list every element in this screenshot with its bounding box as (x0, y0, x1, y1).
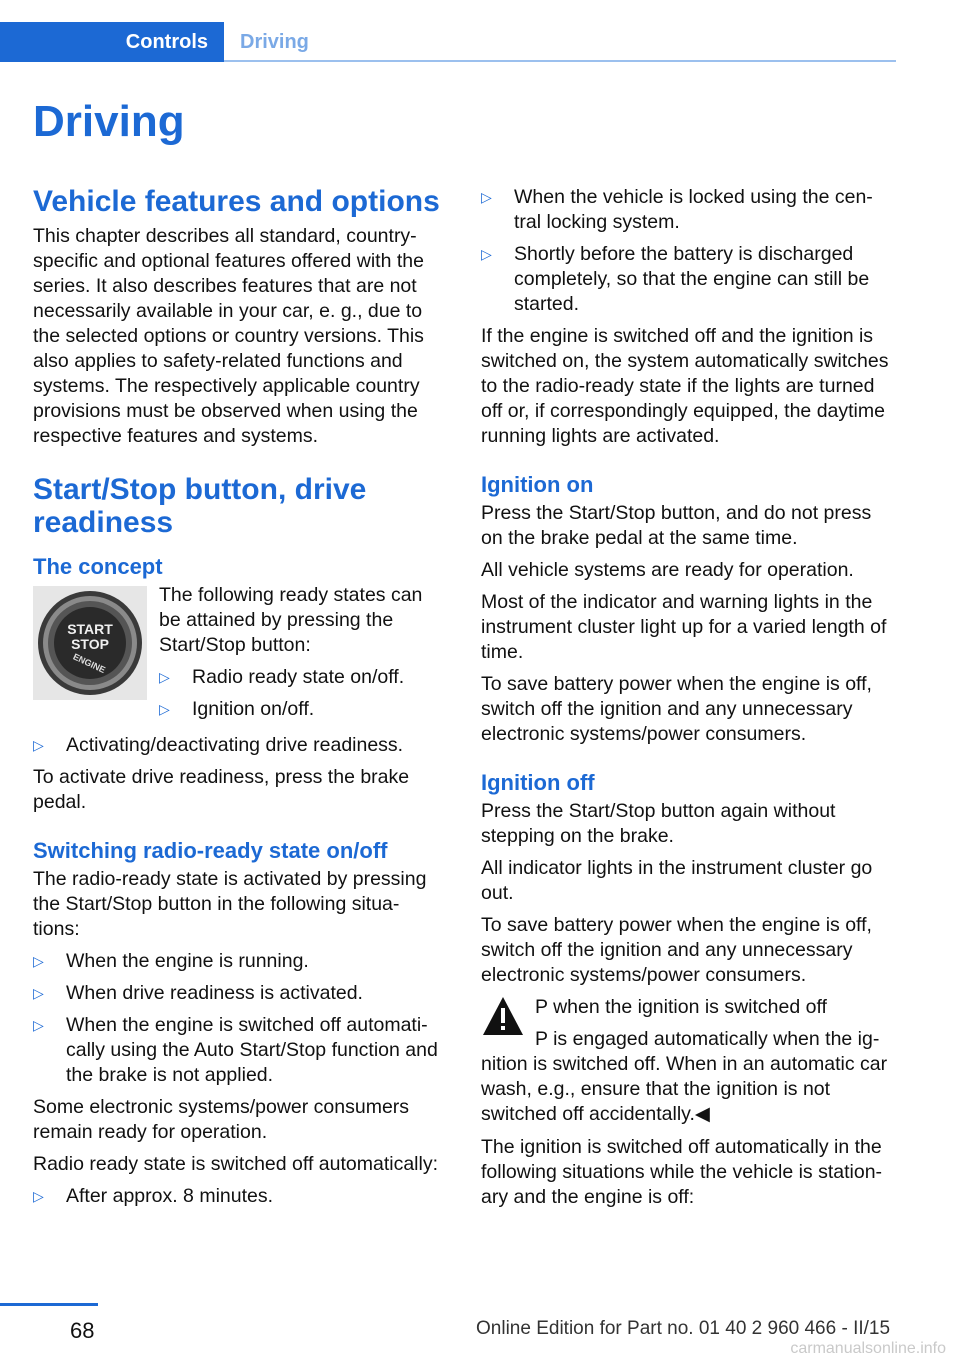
ignition-on-p1: Press the Start/Stop button, and do not press on the brake pedal at the same time. (481, 502, 872, 549)
warning-title: P when the ignition is switched off (535, 996, 827, 1018)
list-item: ▷ Ignition on/off. (159, 698, 315, 720)
start-stop-button-image (33, 586, 147, 700)
header-tabbar (0, 22, 896, 62)
bullet-icon: ▷ (33, 1188, 44, 1204)
radio-list (33, 949, 443, 1088)
paragraph-features: This chapter describes all standard, country-specific and optional features offered with the series. It also describes features that are not necessarily available in your car, e. g., due to the selected options or country versions. This also applies to safety-related functions and systems. The respectively applicable country provisions must be observed when using the respective features and systems. (33, 225, 424, 447)
warning-text: P is engaged automatically when the ig-nition is switched off. When in an automatic car wash, e.g., ensure that the ignition is not switched off accidentally.◀ (481, 1028, 888, 1125)
list-item: ▷ Radio ready state on/off. (159, 666, 405, 688)
heading-ignition-on: Ignition on (481, 472, 594, 497)
ignition-off-p3: To save battery power when the engine is off, switch off the ignition and any unnecessary electronic systems/power consumers. (481, 914, 872, 986)
bullet-icon: ▷ (33, 737, 44, 753)
heading-ignition-off: Ignition off (481, 770, 595, 795)
bullet-icon: ▷ (33, 985, 44, 1001)
footer-edition: Online Edition for Part no. 01 40 2 960 466 - II/15 (476, 1318, 891, 1339)
tab-driving-label: Driving (240, 30, 309, 53)
list-item: ▷ When the vehicle is locked using the cen-tral locking system. (481, 186, 873, 233)
button-start-text: START (67, 621, 113, 637)
warning-triangle-icon (481, 995, 525, 1037)
right-column (481, 185, 896, 1217)
footer-divider (0, 1303, 98, 1306)
warning-note (481, 995, 896, 1127)
paragraph-radio-off: Radio ready state is switched off automatically: (33, 1153, 439, 1175)
bullet-icon: ▷ (159, 669, 170, 685)
bullet-icon: ▷ (481, 189, 492, 205)
button-engine-text: ENGINE (71, 651, 108, 676)
bullet-icon: ▷ (159, 701, 170, 717)
left-column (33, 185, 443, 1216)
ignition-off-p2: All indicator lights in the instrument cluster go out. (481, 857, 873, 904)
ignition-on-p4: To save battery power when the engine is off, switch off the ignition and any unnecessary electronic systems/power consumers. (481, 673, 872, 745)
ignition-off-p1: Press the Start/Stop button again without stepping on the brake. (481, 800, 836, 847)
bullet-icon: ▷ (481, 246, 492, 262)
continued-list (481, 185, 896, 317)
bullet-icon: ▷ (33, 1017, 44, 1033)
paragraph-engine-off: If the engine is switched off and the ignition is switched on, the system automatically switches to the radio-ready state if the lights are turned off or, if correspondingly equipped, the daytime running lights are activated. (481, 325, 889, 447)
tab-driving[interactable] (240, 22, 309, 62)
paragraph-radio: The radio-ready state is activated by pressing the Start/Stop button in the following situa-tions: (33, 868, 427, 940)
button-stop-text: STOP (71, 636, 109, 652)
paragraph-auto-off: The ignition is switched off automatically in the following situations while the vehicle is station-ary and the engine is off: (481, 1136, 883, 1208)
concept-list-full (33, 733, 443, 758)
ignition-on-p3: Most of the indicator and warning lights in the instrument cluster light up for a varied length of time. (481, 591, 887, 663)
bullet-icon: ▷ (33, 953, 44, 969)
list-item: ▷ When drive readiness is activated. (33, 982, 363, 1004)
concept-intro: The following ready states can be attained by pressing the Start/Stop button: (159, 584, 423, 656)
list-item: ▷ Shortly before the battery is discharged completely, so that the engine can still be started. (481, 243, 870, 315)
concept-list-inline (159, 665, 443, 722)
page-number: 68 (70, 1318, 95, 1343)
paragraph-activate: To activate drive readiness, press the brake pedal. (33, 766, 410, 813)
radio-off-list (33, 1184, 443, 1209)
tab-controls-label: Controls (125, 30, 208, 53)
page-title: Driving (33, 97, 185, 146)
ignition-on-p2: All vehicle systems are ready for operation. (481, 559, 854, 581)
list-item: ▷ After approx. 8 minutes. (33, 1185, 274, 1207)
header-divider (224, 60, 896, 62)
tab-controls[interactable] (0, 22, 224, 62)
list-item: ▷ Activating/deactivating drive readiness. (33, 734, 404, 756)
list-item: ▷ When the engine is running. (33, 950, 309, 972)
paragraph-some: Some electronic systems/power consumers remain ready for operation. (33, 1096, 410, 1143)
concept-block (33, 583, 443, 733)
heading-radio-ready: Switching radio-ready state on/off (33, 838, 388, 863)
heading-start-stop: Start/Stop button, drive readiness (33, 473, 367, 539)
heading-vehicle-features: Vehicle features and options (33, 185, 440, 218)
list-item: ▷ When the engine is switched off automati-cally using the Auto Start/Stop function and the brake is not applied. (33, 1014, 438, 1086)
watermark: carmanualsonline.info (790, 1340, 946, 1357)
heading-concept: The concept (33, 554, 163, 579)
